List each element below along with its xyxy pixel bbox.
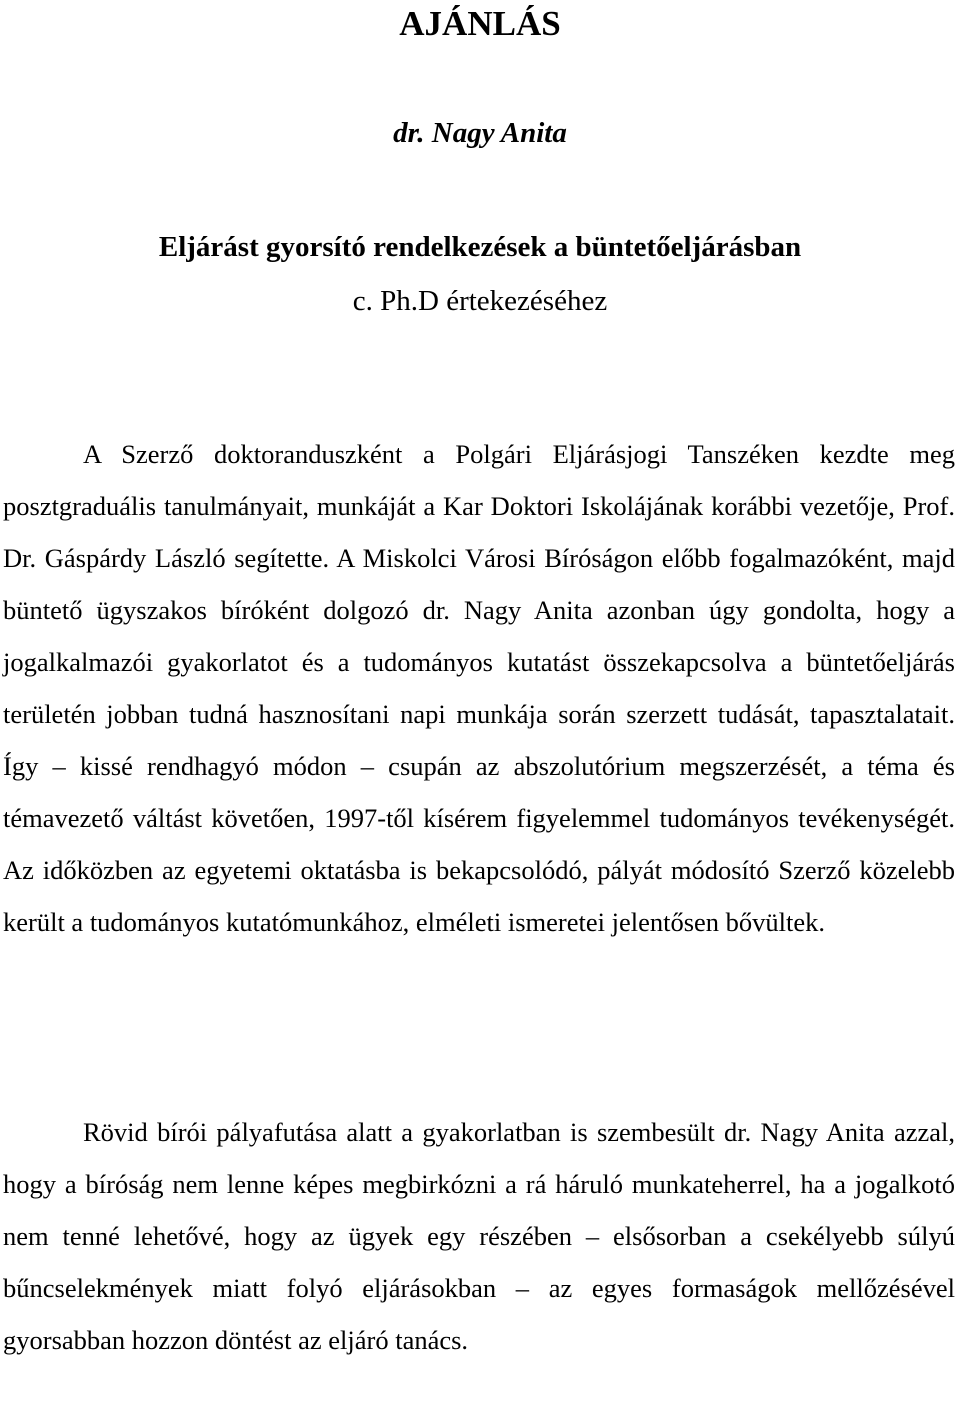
work-title: Eljárást gyorsító rendelkezések a büntetőeljárásban [158, 231, 802, 263]
author-name: dr. Nagy Anita [393, 117, 567, 149]
body-paragraph-1: A Szerző doktoranduszként a Polgári Eljárásjogi Tanszéken kezdte meg posztgraduális tanulmányait, munkáját a Kar Doktori Iskolájának korábbi vezetője, Prof. Dr. Gáspárdy László segítette. A Miskolci Városi Bíróságon előbb fogalmazóként, majd büntető ügyszakos bíróként dolgozó dr. Nagy Anita azonban úgy gondolta, hogy a jogalkalmazói gyakorlatot és a tudományos kutatást összekapcsolva a büntetőeljárás területén jobban tudná hasznosítani napi munkája során szerzett tudását, tapasztalatait. Így – kissé rendhagyó módon – csupán az abszolutórium megszerzését, a téma és témavezető váltást követően, 1997-től kísérem figyelemmel tudományos tevékenységét. Az időközben az egyetemi oktatásba is bekapcsolódó, pályát módosító Szerző közelebb került a tudományos kutatómunkához, elméleti ismeretei jelentősen bővültek. [3, 439, 955, 937]
body-paragraph-2: Rövid bírói pályafutása alatt a gyakorlatban is szembesült dr. Nagy Anita azzal, hogy a bíróság nem lenne képes megbirkózni a rá háruló munkateherrel, ha a jogalkotó nem tenné lehetővé, hogy az ügyek egy részében – elsősorban a csekélyebb súlyú bűncselekmények miatt folyó eljárásokban – az egyes formaságok mellőzésével gyorsabban hozzon döntést az eljáró tanács. [3, 1117, 955, 1355]
page-title: AJÁNLÁS [399, 4, 561, 43]
work-subtitle: c. Ph.D értekezéséhez [352, 285, 608, 317]
